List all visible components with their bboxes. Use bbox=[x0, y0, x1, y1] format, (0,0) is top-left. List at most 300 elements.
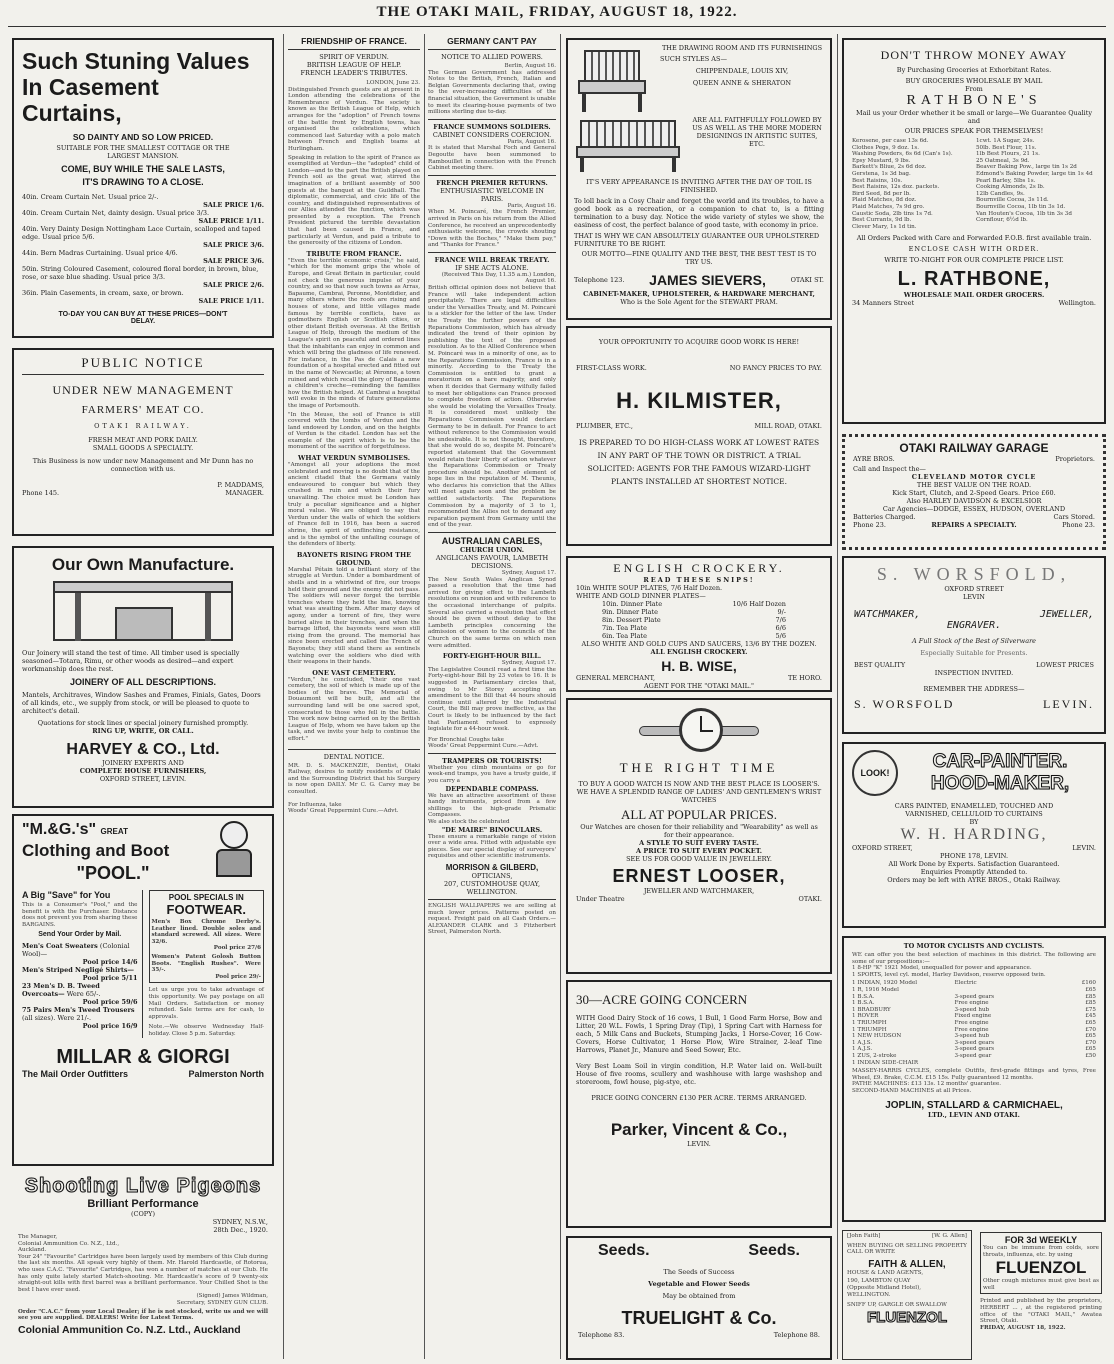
morrison-line: OPTICIANS, bbox=[471, 872, 513, 880]
harvey-text: Mantels, Architraves, Window Sashes and Frames, Finials, Gates, Doors of all kinds, etc., we supply from stock, or will be pleased to quote to architect's detail. bbox=[22, 691, 261, 715]
kilmister-line: NO FANCY PRICES TO PAY. bbox=[729, 364, 822, 372]
fluenzol-text: Other cough mixtures must give best as well bbox=[983, 1278, 1099, 1291]
parker-text: WITH Good Dairy Stock of 16 cows, 1 Bull, 1 Good Farm Horse, Bow and Litter, 20 W.L. Fowls, 1 Spring Dray (Tip), 1 Spring Cart with Harness for each, 5 Milk Cans and Buckets, Stumping Jacks, 1 Horse-Cover, 16 Cow-Covers, Horse Cultivator, 1 Horse Plow, Wire Strainer, 2-leaf Tine Harrows, Planet Jr., Manure and Seed Sower, Etc. bbox=[576, 1014, 822, 1054]
faith-allen-ad bbox=[842, 1230, 972, 1360]
morrison-line: 207, CUSTOMHOUSE QUAY, bbox=[443, 880, 541, 888]
harding-title: CAR-PAINTER. bbox=[932, 751, 1068, 772]
column-rule bbox=[424, 34, 425, 1359]
looser-line: WE HAVE A SPLENDID RANGE OF LADIES' AND GENTLEMEN'S WRIST WATCHES bbox=[576, 788, 822, 804]
harding-ad bbox=[842, 742, 1106, 928]
compass-text: We have an attractive assortment of these handy instruments, priced from a few shillings to the high-grade Prismatic Compasses. bbox=[428, 792, 556, 819]
pigeons-date: 28th Dec., 1920. bbox=[213, 1226, 268, 1234]
curtains-subtitle: IT'S DRAWING TO A CLOSE. bbox=[82, 177, 204, 187]
wise-agent: AGENT FOR THE "OTAKI MAIL." bbox=[643, 682, 755, 690]
millar-title: Clothing and Boot bbox=[22, 841, 170, 860]
wise-town: TE HORO. bbox=[787, 674, 822, 682]
looser-town: OTAKI. bbox=[798, 895, 822, 903]
worsfold-line: JEWELLER, bbox=[1039, 609, 1094, 620]
parker-text: Very Best Loam Soil in virgin condition, H.P. Water laid on. Well-built House of five rooms, scullery and washhouse with large washshop and storeroom, fowl house, pig-stye, etc. bbox=[576, 1062, 822, 1086]
worsfold-line: ENGRAVER. bbox=[946, 620, 1002, 631]
curtain-item: 40in. Very Dainty Design Nottingham Lace Curtain, scalloped and taped edge. Usual price 5/6. SALE PRICE 3/6. bbox=[22, 225, 264, 249]
harding-line: Orders may be left with AYRE BROS., Otaki Railway. bbox=[887, 876, 1061, 884]
wise-line: WHITE AND GOLD DINNER PLATES— bbox=[576, 592, 706, 600]
armchair-illustration bbox=[574, 44, 654, 116]
pigeons-firm: Colonial Ammunition Co. N.Z. Ltd., Auckland bbox=[18, 1323, 241, 1336]
compass-text: Whether you climb mountains or go for week-end tramps, you have a trusty guide, if you carry a bbox=[428, 764, 556, 785]
garage-line: AYRE BROS. bbox=[853, 455, 895, 463]
joplin-text: MASSEY-HARRIS CYCLES, complete Outfits, first-grade fittings and tyres, Free Wheel, £9. Brake, C.C.M. £15 15s. Fully guaranteed 12 months. bbox=[852, 1068, 1096, 1081]
france-subhead: FRENCH LEADER'S TRIBUTES. bbox=[300, 69, 408, 77]
cartoon-figure-icon bbox=[204, 821, 264, 879]
fluenzol-text: You can be immune from colds, sore throats, influenza, etc. by using bbox=[983, 1245, 1099, 1258]
garage-ad bbox=[842, 434, 1106, 550]
millar-firm: MILLAR & GIORGI bbox=[56, 1045, 230, 1068]
germany-dateline: Sydney, August 17. bbox=[501, 660, 556, 667]
france-dateline: LONDON, June 23. bbox=[366, 80, 420, 86]
sievers-text: ARE ALL FAITHFULLY FOLLOWED BY US AS WELL AS THE MORE MODERN DESIGNINGS IN ARTISTIC SUITES, ETC. bbox=[692, 116, 822, 148]
rathbone-line: OUR PRICES SPEAK FOR THEMSELVES! bbox=[904, 127, 1044, 135]
harding-line: PHONE 178, LEVIN. bbox=[939, 852, 1009, 860]
worsfold-line: A Full Stock of the Best of Silverware bbox=[911, 637, 1037, 645]
garage-line: Batteries Charged. bbox=[853, 513, 916, 521]
imprint-text: Printed and published by the proprietors, HERBERT ... , at the registered printing office of the "OTAKI MAIL," Awatea Street, Otaki. bbox=[980, 1298, 1102, 1325]
seeds-title: Seeds. bbox=[598, 1242, 650, 1259]
rathbone-line: By Purchasing Groceries at Exhorbitant Rates. bbox=[896, 66, 1052, 74]
looser-line: Our Watches are chosen for their reliability and "Wearability" as well as for their appearance. bbox=[580, 823, 818, 839]
look-badge-text: LOOK! bbox=[860, 768, 890, 778]
kilmister-line: MILL ROAD, OTAKI. bbox=[754, 422, 822, 430]
notice-title: PUBLIC NOTICE bbox=[81, 355, 205, 370]
harvey-text: RING UP, WRITE, OR CALL. bbox=[92, 727, 194, 735]
notice-phone: Phone 145. bbox=[22, 489, 60, 497]
curtains-closing: TO-DAY YOU CAN BUY AT THESE PRICES—DON'T DELAY. bbox=[58, 311, 228, 325]
worsfold-footer: S. WORSFOLD bbox=[854, 697, 955, 711]
rathbone-line: BUY GROCERIES WHOLESALE BY MAIL bbox=[905, 77, 1043, 85]
curtain-item: 36in. Plain Casements, in cream, saxe, or brown. SALE PRICE 1/11. bbox=[22, 289, 264, 305]
germany-dateline: Berlin, August 16. bbox=[504, 63, 556, 69]
parker-price: PRICE GOING CONCERN £130 PER ACRE. TERMS ARRANGED. bbox=[591, 1094, 807, 1102]
sievers-heading: THE DRAWING ROOM AND ITS FURNISHINGS bbox=[661, 44, 823, 52]
pigeons-ad bbox=[12, 1172, 274, 1360]
worsfold-line: OXFORD STREET bbox=[944, 585, 1004, 593]
wise-line: 10in WHITE SOUP PLATES, 7/6 Half Dozen. bbox=[576, 584, 723, 592]
france-ad: Woods' Great Peppermint Cure.—Advt. bbox=[288, 808, 399, 815]
germany-dateline: Sydney, August 17. bbox=[501, 570, 556, 577]
germany-ad: For Bronchial Coughs take bbox=[428, 736, 504, 743]
millar-title: "M.&G.'s" bbox=[22, 821, 97, 838]
france-paragraph: "In the Meuse, the soil of France is still covered with the tombs of Verdun and the land endowed by London, and on the heights of Verdun is the citadel. London has set the example of the spirit which is to be the monument of the sacrifice of forgetfulness. bbox=[288, 411, 420, 451]
compass-title: DEPENDABLE COMPASS. bbox=[445, 784, 539, 793]
rathbone-line: Mail us your Order whether it be small or large—We Guarantee Quality and bbox=[855, 109, 1093, 125]
parker-town: LEVIN. bbox=[687, 1140, 711, 1148]
millar-town: Palmerston North bbox=[188, 1068, 264, 1079]
notice-line: OTAKI RAILWAY. bbox=[94, 422, 192, 430]
joplin-text: WE can offer you the best selection of machines in this district. The following are some of our propositions:— bbox=[852, 952, 1096, 965]
harding-firm: W. H. HARDING, bbox=[900, 826, 1048, 843]
rathbone-town: Wellington. bbox=[1058, 299, 1096, 308]
harvey-text: COMPLETE HOUSE FURNISHERS, bbox=[79, 767, 207, 775]
dental-body: MR. D. S. MACKENZIE, Dentist, Otaki Railway, desires to notify residents of Otaki and the Surrounding District that his Surgery is now open DAILY. Mr C. G. Carey may be consulted. bbox=[288, 762, 420, 795]
faith-line: WHEN BUYING OR SELLING PROPERTY CALL OR WRITE bbox=[847, 1242, 967, 1256]
rathbone-price-list: Kerosene, per case 13s 6d. Clothes Pegs, 9 doz. 1s. Washing Powders, 6s 6d (Can's 1s). Epsy Mustard, 9 lbs. Barkett's Bliue, 2s 6d doz. Gerstena, 1s 3d bag. Best Raisins, 10s. Best Raisins, 12s doz. packets. Bird Seed, 8d per lb. Plaid Matches, 8d doz. Plaid Matches, 7s 9d gro. Caustic Soda, 2lb tins 1s 7d. Best Currants, 9d lb. Clever Mary, 1s 1d tin. bbox=[852, 138, 953, 230]
morrison-firm: MORRISON & GILBERD, bbox=[445, 863, 539, 872]
joplin-title: TO MOTOR CYCLISTS AND CYCLISTS. bbox=[903, 942, 1045, 950]
harvey-text: OXFORD STREET, LEVIN. bbox=[99, 775, 187, 783]
millar-item: Men's Coat Sweaters (Colonial Wool)— Pool price 14/6 bbox=[22, 942, 138, 967]
faith-line: WELLINGTON. bbox=[847, 1291, 891, 1298]
masthead: THE OTAKI MAIL, FRIDAY, AUGUST 18, 1922. bbox=[376, 4, 738, 20]
millar-send: Send Your Order by Mail. bbox=[38, 931, 122, 939]
pigeons-place: SYDNEY, N.S.W., bbox=[212, 1218, 268, 1226]
kilmister-firm: H. KILMISTER, bbox=[616, 388, 782, 413]
looser-line: A PRICE TO SUIT EVERY POCKET. bbox=[636, 847, 762, 855]
joplin-sub: LTD., LEVIN AND OTAKI. bbox=[928, 1111, 1020, 1120]
wise-line: ALSO WHITE AND GOLD CUPS AND SAUCERS, 13/6 BY THE DOZEN. bbox=[581, 640, 817, 648]
france-paragraph: "Verdun," he concluded, "their one vast cemetery, the soil of which is made up of the bodies of the brave. The Memorial of Douaumont will be built, and all the surrounding land will be one sacred spot, consecrated to those who fell in the battle. The work now being carried on by the British League of Help, whom we have taken up the task, and we invite your help to continue the effort." bbox=[288, 676, 420, 743]
notice-line: UNDER NEW MANAGEMENT bbox=[52, 383, 234, 397]
curtains-subtitle: SO DAINTY AND SO LOW PRICED. bbox=[72, 132, 214, 142]
rathbone-line: From bbox=[965, 85, 983, 93]
pool-title: POOL SPECIALS IN bbox=[168, 893, 244, 902]
wise-heading: READ THESE SNIPS! bbox=[643, 576, 755, 584]
sievers-firm: JAMES SIEVERS, bbox=[649, 272, 766, 288]
harvey-text: Quotations for stock lines or special joinery furnished promptly. bbox=[37, 719, 249, 727]
pigeons-title: Shooting Live Pigeons bbox=[24, 1175, 262, 1197]
rathbone-name: RATHBONE'S bbox=[906, 93, 1042, 108]
joplin-ad bbox=[842, 936, 1106, 1222]
curtain-item: 40in. Cream Curtain Net, dainty design. Usual price 3/3. SALE PRICE 1/11. bbox=[22, 209, 264, 225]
faith-line: 190, LAMBTON QUAY bbox=[847, 1278, 911, 1285]
garage-line: Cars Stored. bbox=[1053, 513, 1095, 521]
millar-item: 23 Men's D. B. Tweed Overcoats— Were 65/-. Pool price 59/6 bbox=[22, 982, 138, 1007]
sievers-style: QUEEN ANNE & SHERATON bbox=[692, 79, 792, 87]
harding-line: BY bbox=[969, 818, 979, 826]
garage-phone: Phone 23. bbox=[1062, 521, 1095, 529]
germany-paragraph: The German Government has addressed Notes to the British, French, Italian and Belgian Governments declaring that, owing to the ever-increasing difficulties of the financial situation, the Government is unable to meet its clearing-house payments of two millions sterling due to-day. bbox=[428, 69, 556, 116]
harding-line: Enquiries Promptly Attended to. bbox=[920, 868, 1028, 876]
germany-subhead: FRENCH PREMIER RETURNS. bbox=[436, 178, 548, 187]
mantel-illustration bbox=[53, 581, 233, 641]
worsfold-line: LEVIN bbox=[962, 593, 985, 601]
pigeons-order: Order "C.A.C." from your Local Dealer; if he is not stocked, write us and we will see you are supplied. DEALERS! Write for Latest Terms. bbox=[18, 1308, 268, 1322]
sievers-text: IT'S VERY APPEARANCE IS INVITING AFTER THE DAY OF TOIL IS FINISHED. bbox=[586, 178, 812, 194]
looser-line: A STYLE TO SUIT EVERY TASTE. bbox=[639, 839, 759, 847]
looser-title: THE RIGHT TIME bbox=[619, 760, 779, 775]
kilmister-line: FIRST-CLASS WORK. bbox=[576, 364, 647, 372]
worsfold-footer: LEVIN. bbox=[1043, 697, 1094, 711]
garage-line: THE BEST VALUE ON THE ROAD. bbox=[916, 481, 1032, 489]
germany-paragraph: British official opinion does not believe that France will take independent action precipitately. There are legal difficulties under the Versailles Treaty, and M. Poincaré is a stickler for the letter of the law. Under the Treaty the further powers of the Reparations Commission, which has already indicated the trend of their opinion by publishing the text of the proposed resolution. As to the Allied Conference when M. Poincaré was in a minority of one, as to the Reparations Commission, France is in a minority. According to the Treaty the Commission is entitled to grant a moratorium on a bare majority, and only when it decides that Germany wilfully failed to meet her obligations can France proceed to complete freedom of action. Otherwise she would be violating the Versailles Treaty. It is considered most unlikely the Reparations Commission would declare Germany to be in default. For France to act without reference to the Commission would be undesirable. It is not thought, therefore, that she would do so, despite M. Poincaré's reported statement that the Government would retain their liberty of action whatever the Reparations Commission or Treaty procedure should be. Another element of hope lies in the reputation of M. Theunis, who declares his conviction that the Allies will meet again soon and the problem be settled satisfactorily. The Reparations Commission by a majority of 3 to 1, recommended the Allies not to demand any reparation payment from Germany until the end of the year. bbox=[428, 285, 556, 529]
rathbone-sub: WHOLESALE MAIL ORDER GROCERS. bbox=[903, 291, 1045, 300]
curtains-subtitle: SUITABLE FOR THE SMALLEST COTTAGE OR THE LARGEST MANSION. bbox=[56, 144, 230, 160]
wallpaper-ad: ENGLISH WALLPAPERS we are selling at much lower prices. Patterns posted on request. Freight paid on all Cash Orders.—ALEXANDER CLARK and 3 Fitzherbert Street, Palmerston North. bbox=[428, 903, 556, 936]
faith-name: [W. G. Allen] bbox=[931, 1233, 967, 1239]
france-paragraph: "Even the terrible economic crisis," he said, "which for the moment grips the whole of Europe, and Great Britain in particular, could not check the generous impulse of your country, and so that now such towns as Arras, Bapaume, Cambrai, Peronne, Montdidier, and many others where the roofs are rising and houses of stone, and little villages made famous by terrible conflicts, have as godmothers English or Scottish cities, or other distant British overseas. At the British League of Help, through the medium of the League's spirit on peaceful and ordered lines that the inhabitants can enjoy in common and which will bring the gladness of life renewed. For instance, in the Pas de Calais a new foundation of a hospital erected and fitted out in the name of Newcastle; at Péronne, a town ruined and which recall the glory of Bapaume a children's creche—reminding the families how the British helped. At Cambrai a hospital will evoke in the minds of future generations the image of Portsmouth. bbox=[288, 257, 420, 409]
sievers-sub: CABINET-MAKER, UPHOLSTERER, & HARDWARE MERCHANT, bbox=[583, 290, 815, 298]
faith-line: SNIFF UP, GARGLE OR SWALLOW bbox=[847, 1302, 947, 1309]
imprint-date: FRIDAY, AUGUST 18, 1922. bbox=[980, 1324, 1066, 1331]
france-subhead: TRIBUTE FROM FRANCE. bbox=[306, 249, 402, 258]
masthead-rule bbox=[8, 26, 1106, 27]
compass-text: These ensure a remarkable range of vision over a wide area. Fitted with adjustable eye pieces. See our special display of surveyors' requisites and other scientific instruments. bbox=[428, 833, 556, 860]
compass-text: We also stock the celebrated bbox=[428, 819, 510, 826]
sievers-text: THAT IS WHY WE CAN ABSOLUTELY GUARANTEE OUR UPHOLSTERED FURNITURE TO BE RIGHT. bbox=[574, 232, 820, 248]
millar-text: This is a Consumer's "Pool," and the benefit is with the Purchaser. Distance does not prevent you from sharing these BARGAINS. bbox=[22, 902, 138, 928]
fluenzol-brand: FLUENZOL bbox=[867, 1308, 947, 1326]
pigeons-to: Colonial Ammunition Co. N.Z., Ltd., bbox=[18, 1240, 120, 1247]
france-ad: For Influenza, take bbox=[288, 801, 342, 808]
curtains-subtitle: COME, BUY WHILE THE SALE LASTS, bbox=[61, 164, 225, 174]
sievers-town: OTAKI ST. bbox=[790, 276, 824, 284]
kilmister-ad bbox=[566, 326, 832, 546]
morrison-line: WELLINGTON. bbox=[466, 888, 518, 896]
notice-line: SMALL GOODS A SPECIALTY. bbox=[92, 444, 194, 452]
notice-line: FRESH MEAT AND PORK DAILY. bbox=[88, 436, 198, 444]
sievers-telephone: Telephone 123. bbox=[574, 276, 625, 284]
germany-article bbox=[428, 36, 556, 1361]
garage-line: REPAIRS A SPECIALTY. bbox=[931, 521, 1017, 529]
wise-ad bbox=[566, 556, 832, 692]
millar-item: 75 Pairs Men's Tweed Trousers (all sizes). Were 21/-. Pool price 16/9 bbox=[22, 1006, 138, 1031]
harding-line: CARS PAINTED, ENAMELLED, TOUCHED AND VARNISHED, CELLULOID TO CURTAINS bbox=[894, 802, 1054, 818]
parker-title: 30—ACRE GOING CONCERN bbox=[576, 992, 748, 1007]
crockery-item: 6in. Tea Plate 5/6 bbox=[602, 632, 786, 640]
rathbone-firm: L. RATHBONE, bbox=[897, 268, 1051, 291]
look-badge bbox=[852, 750, 898, 796]
fluenzol-brand: FLUENZOL bbox=[995, 1258, 1087, 1278]
germany-subhead: FORTY-EIGHT-HOUR BILL. bbox=[442, 652, 542, 661]
rathbone-line: ENCLOSE CASH WITH ORDER. bbox=[908, 245, 1040, 254]
seeds-title: Seeds. bbox=[748, 1242, 800, 1259]
seeds-telephone: Telephone 83. bbox=[578, 1331, 625, 1339]
harvey-text: Our Joinery will stand the test of time. All timber used is specially seasoned—Totara, Rimu, or other woods as desired—and expert workmanship does the rest. bbox=[22, 649, 240, 673]
millar-big-save: A Big "Save" for You bbox=[22, 890, 111, 900]
parker-firm: Parker, Vincent & Co., bbox=[610, 1120, 788, 1139]
france-subhead: BRITISH LEAGUE OF HELP. bbox=[306, 61, 402, 69]
millar-sub: The Mail Order Outfitters bbox=[22, 1068, 129, 1079]
millar-title: GREAT bbox=[100, 827, 128, 836]
public-notice bbox=[12, 348, 274, 536]
harding-title: HOOD-MAKER, bbox=[930, 773, 1070, 794]
kilmister-text: IS PREPARED TO DO HIGH-CLASS WORK AT LOWEST RATES IN ANY PART OF THE TOWN OR DISTRICT. A TRIAL SOLICITED: AGENTS FOR THE FAMOUS WIZARD-LIGHT PLANTS INSTALLED AT SHORTEST NOTICE. bbox=[578, 438, 820, 486]
pool-footwear: FOOTWEAR. bbox=[166, 902, 246, 917]
rathbone-line: All Orders Packed with Care and Forwarded F.O.B. first available train. bbox=[856, 234, 1092, 243]
notice-manager: MANAGER. bbox=[225, 489, 264, 497]
worsfold-ad bbox=[842, 556, 1106, 734]
wise-title: ENGLISH CROCKERY. bbox=[613, 561, 785, 575]
curtains-title: Such Stuning Values bbox=[22, 48, 250, 74]
germany-subhead: ENTHUSIASTIC WELCOME IN PARIS. bbox=[440, 186, 544, 203]
france-paragraph: Distinguished French guests are at present in London attending the celebrations of the Remembrance of Verdun. The society is known as the British League of Help, which arranges for the "adoption" of French towns of the battle front by English towns, has organised the celebrations, which commenced last Saturday with a polo match between French and English teams at Hurlingham. bbox=[288, 86, 420, 152]
worsfold-line: INSPECTION INVITED. bbox=[934, 669, 1014, 677]
seeds-firm: TRUELIGHT & Co. bbox=[621, 1308, 777, 1328]
germany-dateline: (Received This Day, 11.35 a.m.) London, August 16. bbox=[441, 271, 556, 285]
joplin-firm: JOPLIN, STALLARD & CARMICHAEL, bbox=[885, 1100, 1063, 1112]
seeds-ad bbox=[566, 1236, 832, 1360]
sievers-ad bbox=[566, 38, 832, 320]
parker-ad bbox=[566, 980, 832, 1228]
fluenzol-headline: FOR 3d WEEKLY bbox=[1004, 1235, 1078, 1245]
seeds-line: Vegetable and Flower Seeds bbox=[648, 1280, 750, 1288]
wise-line: ALL ENGLISH CROCKERY. bbox=[650, 648, 748, 656]
worsfold-line: BEST QUALITY bbox=[854, 661, 906, 669]
curtains-title-2: In Casement Curtains, bbox=[22, 74, 159, 126]
germany-subhead: AUSTRALIAN CABLES, bbox=[441, 536, 543, 547]
harvey-subtitle: JOINERY OF ALL DESCRIPTIONS. bbox=[69, 677, 217, 687]
germany-paragraph: It is stated that Marshal Foch and General Degoutte have been summoned to Rambouillet in connection with the French Cabinet meeting there. bbox=[428, 145, 556, 172]
france-paragraph: Marshal Pétain told a brilliant story of the struggle at Verdun. Under a bombardment of shells and in a whirlwind of fire, our troops held their ground and the enemy did not pass. The soldiers will never forget the terrible trenches where they held the line, knowing what was awaiting them. After many days of agony, under a torrent of fire, they were buried alive in their trenches, and when the barrage lifted, the bayonets were seen still rising from the ground. The memorial has since been erected and called the Trench of Bayonets; they still stand there as sentinels watching over the soldiers who died with their weapons in their hands. bbox=[288, 566, 420, 666]
settee-illustration bbox=[574, 116, 684, 174]
germany-subhead: NOTICE TO ALLIED POWERS. bbox=[441, 53, 543, 61]
notice-signature: P. MADDAMS, bbox=[217, 481, 264, 489]
joplin-text: PATHE MACHINES: £13 13s. 12 months' guarantee. bbox=[852, 1081, 1002, 1088]
germany-dateline: Paris, August 16. bbox=[507, 138, 556, 145]
germany-subhead: CABINET CONSIDERS COERCION. bbox=[432, 130, 552, 139]
france-subhead: BAYONETS RISING FROM THE GROUND. bbox=[296, 550, 412, 567]
kilmister-heading: YOUR OPPORTUNITY TO ACQUIRE GOOD WORK IS HERE! bbox=[598, 338, 800, 346]
france-paragraph: "Amongst all your adoptions the most celebrated and moving is no doubt that of the ancient citadel that the Germans vainly endeavoured to conquer but which they crushed in ruin and which their fury unavailing. The choice must be London has truly a peculiar significance and a higher moral value. We are obliged to say that Verdun under the walls of which the soldiers of France fell in 1916, has been a sacred shrine, the spirit of unflinching resistance, and is the symbol of the unfailing courage of the defenders of liberty. bbox=[288, 462, 420, 548]
germany-subhead: FRANCE SUMMONS SOLDIERS. bbox=[433, 122, 551, 131]
germany-ad: Woods' Great Peppermint Cure.—Advt. bbox=[428, 743, 539, 750]
harvey-text: JOINERY EXPERTS AND bbox=[102, 759, 184, 767]
faith-name: [John Faith] bbox=[847, 1233, 881, 1239]
millar-note: Let us urge you to take advantage of this opportunity. We pay postage on all Mail Orders. Satisfaction or money refunded. Sale terms are for cash, to approvals. bbox=[148, 987, 264, 1020]
pool-item: Women's Patent Golosh Button Boots. "English Rushes". Were 35/-. Pool price 29/- bbox=[151, 953, 261, 980]
millar-title: "POOL." bbox=[76, 863, 150, 883]
crockery-item: 7in. Tea Plate 6/6 bbox=[602, 624, 786, 632]
germany-paragraph: The New South Wales Anglican Synod passed a resolution that the time had arrived for giving effect to the Lambeth resolutions on reunion and with reference to the occasional interchange of pulpits. Several also carried a resolution that effect should be given without delay to the Lambeth principles concerning the admission of women to the councils of the Church on the same terms on which men were admitted. bbox=[428, 576, 556, 649]
curtain-item: 50in. String Coloured Casement, coloured floral border, in brown, blue, rose, or saxe blue shading. Usual price 3/3. SALE PRICE 2/6. bbox=[22, 265, 264, 289]
joplin-text: 1 8-HP "K" 1921 Model, unequalled for power and appearance. bbox=[852, 965, 1032, 972]
pigeons-to: Auckland. bbox=[18, 1247, 47, 1254]
garage-phone: Phone 23. bbox=[853, 521, 886, 529]
curtains-firm bbox=[22, 335, 264, 338]
sievers-heading: SUCH STYLES AS— bbox=[660, 55, 727, 63]
looser-under: Under Theatre bbox=[576, 895, 625, 903]
harvey-ad bbox=[12, 546, 274, 808]
france-headline: FRIENDSHIP OF FRANCE. bbox=[301, 36, 407, 46]
pigeons-to: The Manager, bbox=[18, 1234, 58, 1240]
seeds-line: May be obtained from bbox=[662, 1292, 736, 1300]
rathbone-title: DON'T THROW MONEY AWAY bbox=[880, 48, 1068, 62]
harding-line: LEVIN. bbox=[1072, 844, 1096, 852]
curtains-ad bbox=[12, 38, 274, 338]
compass-title: "DE MAIRE" BINOCULARS. bbox=[441, 825, 543, 834]
looser-firm: ERNEST LOOSER, bbox=[612, 866, 786, 886]
garage-line: Proprietors. bbox=[1055, 455, 1095, 463]
fluenzol-ad bbox=[976, 1230, 1106, 1360]
worsfold-line: Especially Suitable for Presents. bbox=[920, 649, 1028, 657]
notice-line: This Business is now under new Management and Mr Dunn has no connection with us. bbox=[32, 457, 254, 473]
faith-line: (Opposite Midland Hotel), bbox=[847, 1284, 922, 1291]
sievers-sub: Who is the Sole Agent for the STEWART PRAM. bbox=[620, 298, 778, 306]
france-subhead: SPIRIT OF VERDUN. bbox=[319, 53, 389, 61]
germany-paragraph: The Legislative Council read a first time the Forty-eight-hour Bill by 23 votes to 16. It is suggested in Parliamentary circles that, owing to Mr Storey accepting an amendment to the Bill that 44 hours should continue until altered by the Industrial Court, the Bill may prove ineffective, as the Court is likely to be influenced by the fact that Parliament refused to expressly legislate for a 44-hour week. bbox=[428, 666, 556, 733]
crockery-item: 10in. Dinner Plate 10/6 Half Dozen bbox=[602, 600, 786, 608]
faith-line: HOUSE & LAND AGENTS, bbox=[847, 1269, 924, 1276]
garage-line: CLEVELAND MOTOR CYCLE bbox=[911, 473, 1037, 481]
garage-line: Also HARLEY DAVIDSON & EXCELSIOR bbox=[906, 497, 1042, 505]
germany-paragraph: When M. Poincaré, the French Premier, arrived in Paris on his return from the Allied Conference, he received an unprecedentedly enthusiastic welcome, the crowds shouting "Down with the Boches," "Make them pay," and "Thanks for France." bbox=[428, 209, 556, 249]
rathbone-line: WRITE TO-NIGHT FOR OUR COMPLETE PRICE LIST. bbox=[884, 256, 1064, 265]
pigeons-subtitle: Brilliant Performance bbox=[87, 1198, 199, 1210]
looser-line: TO BUY A GOOD WATCH IS NOW AND THE BEST PLACE IS LOOSER'S. bbox=[578, 780, 820, 788]
garage-line: Car Agencies—DODGE, ESSEX, HUDSON, OVERLAND bbox=[882, 505, 1066, 513]
france-subhead: WHAT VERDUN SYMBOLISES. bbox=[298, 454, 410, 463]
compass-title: TRAMPERS OR TOURISTS! bbox=[442, 756, 542, 765]
wise-firm: H. B. WISE, bbox=[661, 658, 737, 674]
harding-line: OXFORD STREET, bbox=[852, 844, 913, 852]
worsfold-line: LOWEST PRICES bbox=[1036, 661, 1094, 669]
rathbone-address: 34 Manners Street bbox=[852, 299, 915, 308]
millar-item: Men's Striped Negligé Shirts— Pool price 5/11 bbox=[22, 966, 138, 983]
crockery-item: 8in. Dessert Plate 7/6 bbox=[602, 616, 786, 624]
harding-line: All Work Done by Experts. Satisfaction Guaranteed. bbox=[888, 860, 1060, 868]
germany-headline: GERMANY CAN'T PAY bbox=[447, 36, 537, 46]
wise-sub: GENERAL MERCHANT, bbox=[576, 674, 656, 682]
joplin-machine-list: 1 INDIAN, 1920 Model Electric £160 1 R, 1916 Model £65 1 B.S.A. 3-speed gears £85 1 B.S.A. Free engine £85 1 BRADBURY 3-speed hub £75 1 ROVER Fixed engine £45 1 TRIUMPH Free engine £65 1 TRIUMPH Free engine £70 1 NEW HUDSON 3-speed hub £65 1 A.J.S. 3-speed gears £70 1 A.J.S. 3-speed gears £65 1 ZUS, 2-stroke 3-speed gear £50 1 INDIAN SIDE-CHAIR bbox=[852, 980, 1096, 1066]
germany-subhead: CHURCH UNION. bbox=[459, 546, 525, 555]
sievers-style: CHIPPENDALE, LOUIS XIV, bbox=[695, 67, 789, 75]
joplin-text: 1 SPORTS, level cyl. model, Harley Davidson, reserve opposed twin. bbox=[852, 971, 1046, 978]
looser-ad bbox=[566, 698, 832, 974]
garage-line: Call and Inspect the— bbox=[853, 465, 926, 473]
millar-holiday: Note.—We observe Wednesday Half-holiday. Close 5 p.m. Saturday. bbox=[148, 1024, 264, 1037]
rathbone-ad bbox=[842, 38, 1106, 424]
looser-line: SEE US FOR GOOD VALUE IN JEWELLERY. bbox=[626, 855, 772, 863]
worsfold-line: WATCHMAKER, bbox=[854, 609, 921, 620]
germany-subhead: FRANCE WILL BREAK TREATY. bbox=[434, 255, 550, 264]
garage-title: OTAKI RAILWAY GARAGE bbox=[899, 441, 1049, 455]
worsfold-name: S. WORSFOLD, bbox=[876, 564, 1072, 584]
france-subhead: ONE VAST CEMETERY. bbox=[312, 668, 396, 677]
looser-sub: JEWELLER AND WATCHMAKER, bbox=[643, 887, 755, 895]
faith-firm: FAITH & ALLEN, bbox=[868, 1258, 946, 1270]
sievers-text: To loll back in a Cosy Chair and forget the world and its troubles, to have a good book as a recreation, or a companion to chat to, is a fitting termination to a busy day. Notice the wide variety of styles we show, the easiness of cost, the perfect balance of good taste, with economy in price. bbox=[574, 197, 824, 229]
worsfold-line: REMEMBER THE ADDRESS— bbox=[923, 685, 1025, 693]
pigeons-body: Your 24" "Favourite" Cartridges have been largely used by members of this Club during the last six months. All speak very highly of them. Mr. Harold Hardcastle, of Rotorua, who uses C.A.C. "Favourite" Cartridges, has won a number of matches at our Club. He has only quite lately started Match-shooting. Mr. Hardcastle's score of 9 twenty-six straight-out kills with first barrel was a brilliant performance. Your Chilled Shot is the best I have ever used. bbox=[18, 1253, 268, 1293]
notice-line: FARMERS' MEAT CO. bbox=[81, 404, 205, 416]
harvey-title: Our Own Manufacture. bbox=[51, 555, 235, 574]
column-rule bbox=[560, 34, 561, 1359]
pigeons-copy: (COPY) bbox=[130, 1210, 156, 1218]
seeds-line: The Seeds of Success bbox=[663, 1268, 735, 1276]
millar-giorgi-ad bbox=[12, 814, 274, 1166]
germany-subhead: IF SHE ACTS ALONE. bbox=[455, 263, 529, 272]
looser-line: ALL AT POPULAR PRICES. bbox=[620, 807, 778, 822]
joplin-text: SECOND-HAND MACHINES at all Prices. bbox=[852, 1087, 972, 1094]
harvey-firm: HARVEY & CO., Ltd. bbox=[66, 741, 220, 758]
germany-subhead: ANGLICANS FAVOUR, LAMBETH DECISIONS. bbox=[435, 554, 549, 571]
curtain-item: 40in. Cream Curtain Net. Usual price 2/-. SALE PRICE 1/6. bbox=[22, 193, 264, 209]
column-rule bbox=[283, 34, 284, 1359]
pigeons-signature: (Signed) James Wildman, bbox=[196, 1293, 268, 1300]
garage-line: Kick Start, Clutch, and 2-Speed Gears. Price £60. bbox=[892, 489, 1056, 497]
rathbone-price-list: 1cwt. 1A Sugar, 24s. 50lb. Best Flour, 11s. 1lb Best Flours, 21 1s. 25 Oatmeal, 3s 9d. Beaver Baking Pow., large tin 1s 2d Edmond's Baking Powder, large tin 1s 4d Pearl Barley, 5lbs 1s. Cooking Almonds, 2s lb. 12lb Candles, 9s. Bournville Cocoa, 3s 11d. Bournville Cocoa, 1lb tin 3s 1d. Van Houten's Cocoa, 1lb tin 3s 3d Cornflour, 6½d lb. bbox=[976, 138, 1093, 224]
wrist-watch-icon bbox=[639, 708, 759, 756]
germany-dateline: Paris, August 16. bbox=[507, 202, 556, 209]
kilmister-line: PLUMBER, ETC., bbox=[576, 422, 633, 430]
sievers-text: OUR MOTTO—FINE QUALITY AND THE BEST, THE BEST TEST IS TO TRY US. bbox=[581, 250, 817, 266]
dental-title: DENTAL NOTICE. bbox=[323, 752, 385, 761]
pool-item: Men's Box Chrome Derby's. Leather lined. Double soles and standard screwed. All sizes. Were 32/6. Pool price 27/6 bbox=[151, 919, 261, 952]
column-rule bbox=[837, 34, 838, 1359]
seeds-telephone: Telephone 88. bbox=[773, 1331, 820, 1339]
pigeons-signature: Secretary, SYDNEY GUN CLUB. bbox=[176, 1299, 268, 1306]
france-article bbox=[288, 36, 420, 1361]
crockery-item: 9in. Dinner Plate 9/- bbox=[602, 608, 786, 616]
france-paragraph: Speaking in relation to the spirit of France as exemplified at Verdun—the "adopted" child of London—and to the part the British played on French soil as the great war, stirred the imagination of a brilliant assembly of 500 guests at the banquet at the Guildhall. The diplomatic, commercial, and civic life of the country, and distinguished representatives of our Allies attended the function, which was presented by a reception. The French President pictured the terrible devastation that had been caused in France, and particularly at Verdun, and paid a tribute to the generosity of the citizens of London. bbox=[288, 154, 420, 247]
